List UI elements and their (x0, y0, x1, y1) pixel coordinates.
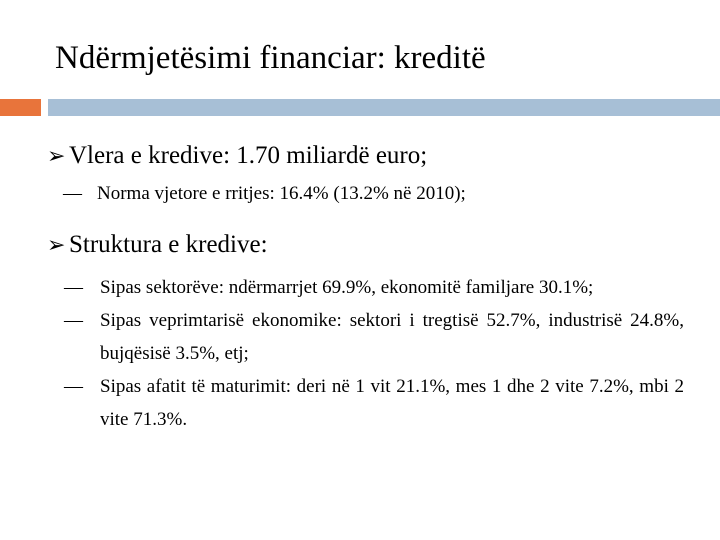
subbullet-text: Sipas veprimtarisë ekonomike: sektori i tregtisë 52.7%, industrisë 24.8%, bujqësisë 3.5%, etj; (100, 310, 684, 364)
title-accent-bar-blue (48, 99, 720, 116)
arrow-bullet-icon: ➢ (47, 233, 66, 258)
subbullet-by-maturity (64, 370, 684, 436)
title-accent-bar-orange (0, 99, 41, 116)
subbullet-by-sector (64, 271, 684, 304)
bullet-loan-structure (47, 229, 268, 262)
subbullet-text: Norma vjetore e rritjes: 16.4% (13.2% në 2010); (97, 183, 466, 204)
dash-marker: — (63, 183, 82, 204)
subbullet-by-activity (64, 304, 684, 370)
slide-title: Ndërmjetësimi financiar: kreditë (55, 40, 486, 76)
subbullet-list (64, 271, 684, 436)
bullet-text: Struktura e kredive: (69, 231, 268, 258)
dash-marker: — (64, 277, 83, 298)
subbullet-growth-rate (63, 181, 466, 207)
arrow-bullet-icon: ➢ (47, 144, 66, 169)
dash-marker: — (64, 376, 83, 397)
dash-marker: — (64, 310, 83, 331)
subbullet-text: Sipas sektorëve: ndërmarrjet 69.9%, ekonomitë familjare 30.1%; (100, 277, 594, 298)
bullet-text: Vlera e kredive: 1.70 miliardë euro; (69, 142, 428, 169)
bullet-loan-value (47, 140, 427, 173)
subbullet-text: Sipas afatit të maturimit: deri në 1 vit 21.1%, mes 1 dhe 2 vite 7.2%, mbi 2 vite 71.3%. (100, 376, 684, 430)
